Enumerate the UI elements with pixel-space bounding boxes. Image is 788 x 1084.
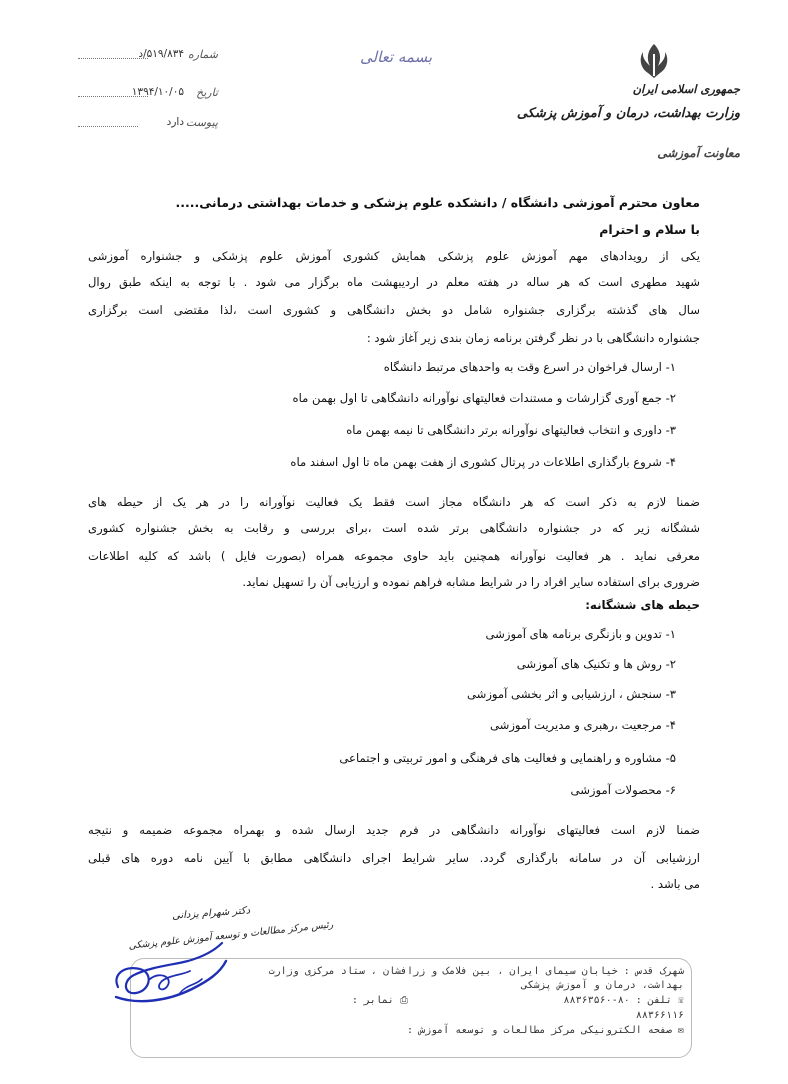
basmala: بسمه تعالی: [360, 48, 433, 66]
domain-item: ۴- مرجعیت ،رهبری و مدیریت آموزشی: [489, 718, 676, 732]
schedule-item: ۱- ارسال فراخوان در اسرع وقت به واحدهای مرتبط دانشگاه: [383, 360, 676, 374]
schedule-item: ۳- داوری و انتخاب فعالیتهای نوآورانه برتر دانشگاهی تا نیمه بهمن ماه: [346, 423, 676, 437]
paragraph-1-line: شهید مطهری است که هر ساله در هفته معلم در اردیبهشت ماه برگزار می شود . با توجه به اینکه طبق روال: [88, 275, 700, 289]
paragraph-2-line: ضمنا لازم به ذکر است که هر دانشگاه مجاز است فقط یک فعالیت نوآورانه را در هر یک از حیطه های: [88, 495, 700, 509]
footer-address-line2: بهداشت، درمان و آموزش پزشکی: [521, 980, 684, 991]
paragraph-1-line: یکی از رویدادهای مهم آموزش علوم پزشکی همایش کشوری آموزش علوم پزشکی و جشنواره آموزشی: [88, 249, 700, 263]
recipient-line: معاون محترم آموزشی دانشگاه / دانشکده علوم پزشکی و خدمات بهداشتی درمانی.....: [175, 195, 700, 210]
paragraph-3-line: ارزشیابی آن در سامانه بارگذاری گردد. سایر شرایط اجرای دانشگاهی مطابق با آیین نامه دوره های قبلی: [88, 851, 700, 865]
ministry-line-name: وزارت بهداشت، درمان و آموزش پزشکی: [516, 106, 740, 121]
attachment-value: دارد: [166, 116, 184, 128]
iran-emblem-icon: [634, 40, 674, 82]
handwritten-signature: [110, 935, 230, 1013]
paragraph-2-line: معرفی نماید . هر فعالیت نوآورانه همچنین باید حاوی مجموعه همراه (بصورت فایل ) باشد که کلیه اطلاعات: [88, 549, 700, 563]
letter-date-row: [78, 86, 218, 106]
domains-heading: حیطه های ششگانه:: [585, 598, 700, 612]
attachment-label: پیوست: [185, 116, 218, 129]
paragraph-1-line: سال های گذشته برگزاری جشنواره شامل دو بخش دانشگاهی و کشوری است ،لذا مقتضی است برگزاری: [88, 303, 700, 317]
paragraph-2-line: ششگانه زیر که در جشنواره دانشگاهی برتر شده است ،برای بررسی و رقابت به بخش جشنواره کشوری: [88, 521, 700, 535]
domain-item: ۱- تدوین و بازنگری برنامه های آموزشی: [485, 627, 676, 641]
domain-item: ۲- روش ها و تکنیک های آموزشی: [516, 657, 676, 671]
schedule-item: ۲- جمع آوری گزارشات و مستندات فعالیتهای نوآورانه دانشگاهی تا اول بهمن ماه: [292, 391, 676, 405]
phone-icon: ☏: [677, 995, 684, 1006]
envelope-icon: ✉: [677, 1025, 684, 1036]
number-label: شماره: [187, 48, 218, 61]
greeting: با سلام و احترام: [599, 222, 700, 237]
date-label: تاریخ: [196, 86, 218, 99]
number-value: ۵۱۹/۸۳۴/د: [138, 48, 184, 60]
date-value: ۱۳۹۴/۱۰/۰۵: [131, 86, 184, 98]
letter-attachment-row: [78, 116, 218, 136]
paragraph-2-line: ضروری برای استفاده سایر افراد را در شرایط مشابه فراهم نموده و ارزیابی آن را تسهیل نماید.: [242, 575, 700, 589]
paragraph-3-line: می باشد .: [650, 877, 700, 891]
paragraph-3-line: ضمنا لازم است فعالیتهای نوآورانه دانشگاهی در فرم جدید ارسال شده و بهمراه مجموعه ضمیمه و نتیجه: [88, 823, 700, 837]
footer-address-line1: شهرک قدس : خیابان سیمای ایران ، بین فلامک و زرافشان ، ستاد مرکزی وزارت: [268, 966, 684, 977]
paragraph-1-line: جشنواره دانشگاهی با در نظر گرفتن برنامه زمان بندی زیر آغاز شود :: [366, 331, 700, 345]
footer-fax: ⎙ نمابر :: [351, 995, 408, 1006]
footer-website: ✉ صفحه الکترونیکی مرکز مطالعات و توسعه آموزش :: [407, 1025, 684, 1036]
schedule-item: ۴- شروع بارگذاری اطلاعات در پرتال کشوری از هفت بهمن ماه تا اول اسفند ماه: [290, 455, 676, 469]
signatory-title: رئیس مرکز مطالعات و توسعه آموزش علوم پزشکی: [127, 919, 334, 952]
ministry-line-deputy: معاونت آموزشی: [657, 146, 740, 160]
signatory-name: دکتر شهرام یزدانی: [171, 905, 251, 922]
domain-item: ۳- سنجش ، ارزشیابی و اثر بخشی آموزشی: [466, 687, 676, 701]
ministry-line-country: جمهوری اسلامی ایران: [632, 82, 740, 96]
footer-phone-2: ۸۸۳۶۶۱۱۶: [635, 1010, 684, 1021]
letter-number-row: [78, 48, 218, 68]
fax-icon: ⎙: [400, 995, 408, 1006]
footer-phone: ☏ تلفن : ۸۰-۸۸۳۶۳۵۶۰: [563, 995, 684, 1006]
domain-item: ۵- مشاوره و راهنمایی و فعالیت های فرهنگی و امور تربیتی و اجتماعی: [339, 751, 676, 765]
domain-item: ۶- محصولات آموزشی: [570, 783, 676, 797]
